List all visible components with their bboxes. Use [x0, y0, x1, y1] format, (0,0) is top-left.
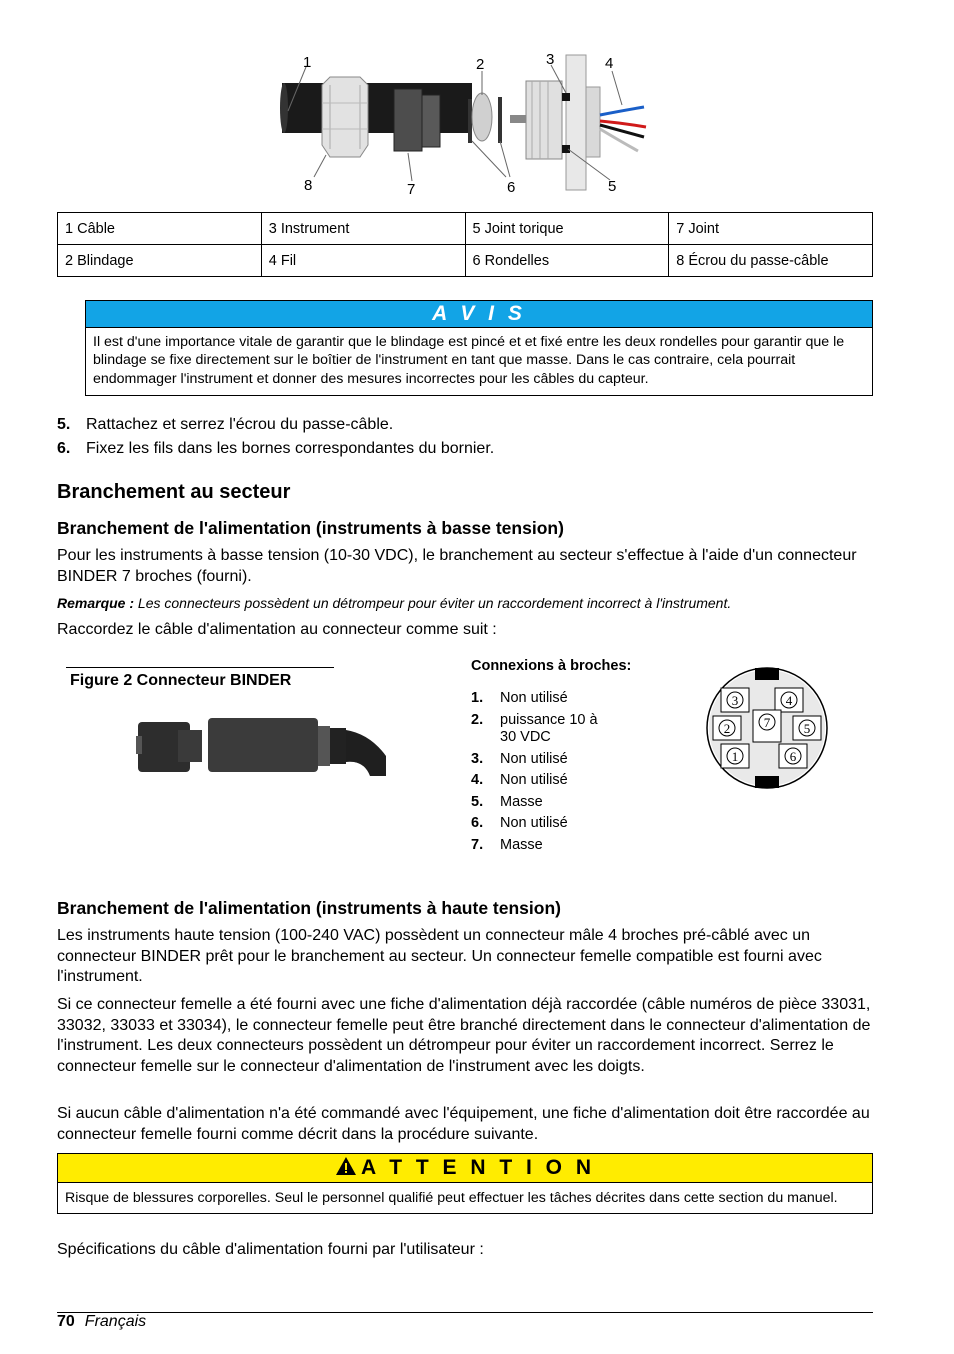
table-row [58, 245, 873, 277]
callout-6: 6 [507, 179, 516, 196]
table-cell: 3 Instrument [261, 213, 465, 245]
pin-6-label: 6 [789, 749, 797, 764]
section-title: Branchement au secteur [57, 481, 291, 503]
footer-language: Français [84, 1313, 147, 1330]
figure-legend-table [57, 212, 873, 277]
list-item [471, 712, 631, 747]
pin-label: Masse [500, 793, 543, 810]
pin-label: Non utilisé [500, 772, 568, 788]
pin-2-label: 2 [723, 721, 731, 736]
notice-title: A V I S [86, 301, 872, 328]
page-number: 70 [57, 1313, 75, 1330]
table-cell: 5 Joint torique [465, 213, 669, 245]
step-text: Rattachez et serrez l'écrou du passe-câble. [86, 416, 394, 433]
list-item [471, 751, 631, 769]
caution-title-text: A T T E N T I O N [360, 1156, 596, 1179]
warning-triangle-icon [335, 1156, 357, 1176]
callout-8: 8 [304, 177, 313, 194]
pin-1-label: 1 [731, 749, 739, 764]
notice-text: Il est d'une importance vitale de garantir que le blindage est pincé et et fixé entre les deux rondelles pour garantir que le blindage se fixe directement sur le boîtier de l'instrument en tant que masse. Dans le cas contraire, cela pourrait endommager l'instrument et donner des mesures incorrectes pour les câbles du capteur. [93, 334, 845, 387]
list-item [471, 690, 631, 708]
table-cell: 7 Joint [669, 213, 873, 245]
pin-number: 5. [471, 793, 484, 810]
pin-label: Non utilisé [500, 690, 568, 706]
step-number: 6. [57, 440, 71, 457]
paragraph: Pour les instruments à basse tension (10-30 VDC), le branchement au secteur s'effectue à l'aide d'un connecteur BINDER 7 broches (fourni). [57, 547, 857, 585]
list-item [471, 815, 631, 833]
callout-3: 3 [546, 51, 555, 68]
pin-7-label: 7 [763, 715, 771, 730]
step-text: Fixez les fils dans les bornes correspondantes du bornier. [86, 440, 495, 457]
callout-2: 2 [476, 56, 485, 73]
step-item [57, 416, 393, 434]
paragraph: Raccordez le câble d'alimentation au connecteur comme suit : [57, 621, 497, 638]
note-label: Remarque : [57, 595, 135, 611]
list-item [471, 794, 631, 812]
cable-shape [282, 83, 472, 133]
paragraph: Si aucun câble d'alimentation n'a été commandé avec l'équipement, une fiche d'alimentation doit être raccordée au connecteur femelle fourni comme décrit dans la procédure suivante. [57, 1105, 870, 1143]
pin-number: 1. [471, 690, 484, 706]
pin-connections-title: Connexions à broches: [471, 658, 632, 674]
page-footer [57, 1313, 146, 1331]
footer-divider [57, 1312, 873, 1313]
gland-nut-shape [322, 77, 368, 157]
note [57, 595, 731, 611]
binder-connector-image [134, 712, 386, 778]
pin-label: Non utilisé [500, 815, 568, 831]
table-cell: 2 Blindage [58, 245, 262, 277]
paragraph: Si ce connecteur femelle a été fourni avec une fiche d'alimentation déjà raccordée (câble numéros de pièce 33031, 33032, 33033 et 33034), le connecteur femelle peut être branché directement dans le connecteur d'alimentation de l'instrument. Les deux connecteurs possèdent un détrompeur pour éviter un raccordement incorrect. Serrez le connecteur femelle sur le connecteur d'alimentation de l'instrument avec les doigts. [57, 996, 871, 1075]
cable-gland-diagram [270, 45, 660, 205]
list-item [471, 772, 631, 790]
note-text: Les connecteurs possèdent un détrompeur pour éviter un raccordement incorrect à l'instrument. [134, 595, 732, 611]
pin-number: 4. [471, 772, 484, 788]
subsection-title-low-voltage: Branchement de l'alimentation (instruments à basse tension) [57, 518, 564, 538]
table-row [58, 213, 873, 245]
subsection-title-high-voltage: Branchement de l'alimentation (instruments à haute tension) [57, 898, 561, 918]
callout-5: 5 [608, 178, 617, 195]
step-item [57, 440, 494, 458]
pin-4-label: 4 [785, 693, 793, 708]
pin-number: 7. [471, 836, 484, 853]
table-cell: 6 Rondelles [465, 245, 669, 277]
pin-3-label: 3 [731, 693, 739, 708]
pin-label: Non utilisé [500, 750, 568, 767]
pin-number: 2. [471, 711, 484, 728]
caution-text: Risque de blessures corporelles. Seul le personnel qualifié peut effectuer les tâches décrites dans cette section du manuel. [65, 1190, 838, 1206]
figure-caption: Figure 2 Connecteur BINDER [66, 667, 334, 690]
caution-title [58, 1154, 872, 1183]
table-cell: 8 Écrou du passe-câble [669, 245, 873, 277]
notice-box [85, 300, 873, 396]
paragraph: Les instruments haute tension (100-240 VAC) possèdent un connecteur mâle 4 broches pré-câblé avec un connecteur BINDER prêt pour le branchement au secteur. Un connecteur femelle compatible est fourni avec l'instrument. [57, 927, 822, 985]
pin-5-label: 5 [803, 721, 811, 736]
pin-number: 6. [471, 815, 484, 831]
caution-box [57, 1153, 873, 1214]
callout-4: 4 [605, 55, 614, 72]
pin-number: 3. [471, 750, 484, 767]
pin-face-diagram [703, 664, 831, 792]
step-number: 5. [57, 416, 71, 433]
pin-list [471, 690, 631, 858]
table-cell: 4 Fil [261, 245, 465, 277]
pin-label: Masse [500, 836, 543, 853]
pin-label: puissance 10 à 30 VDC [500, 711, 598, 745]
paragraph: Spécifications du câble d'alimentation fourni par l'utilisateur : [57, 1241, 484, 1258]
callout-1: 1 [303, 54, 312, 71]
table-cell: 1 Câble [58, 213, 262, 245]
list-item [471, 837, 631, 855]
callout-7: 7 [407, 181, 416, 198]
